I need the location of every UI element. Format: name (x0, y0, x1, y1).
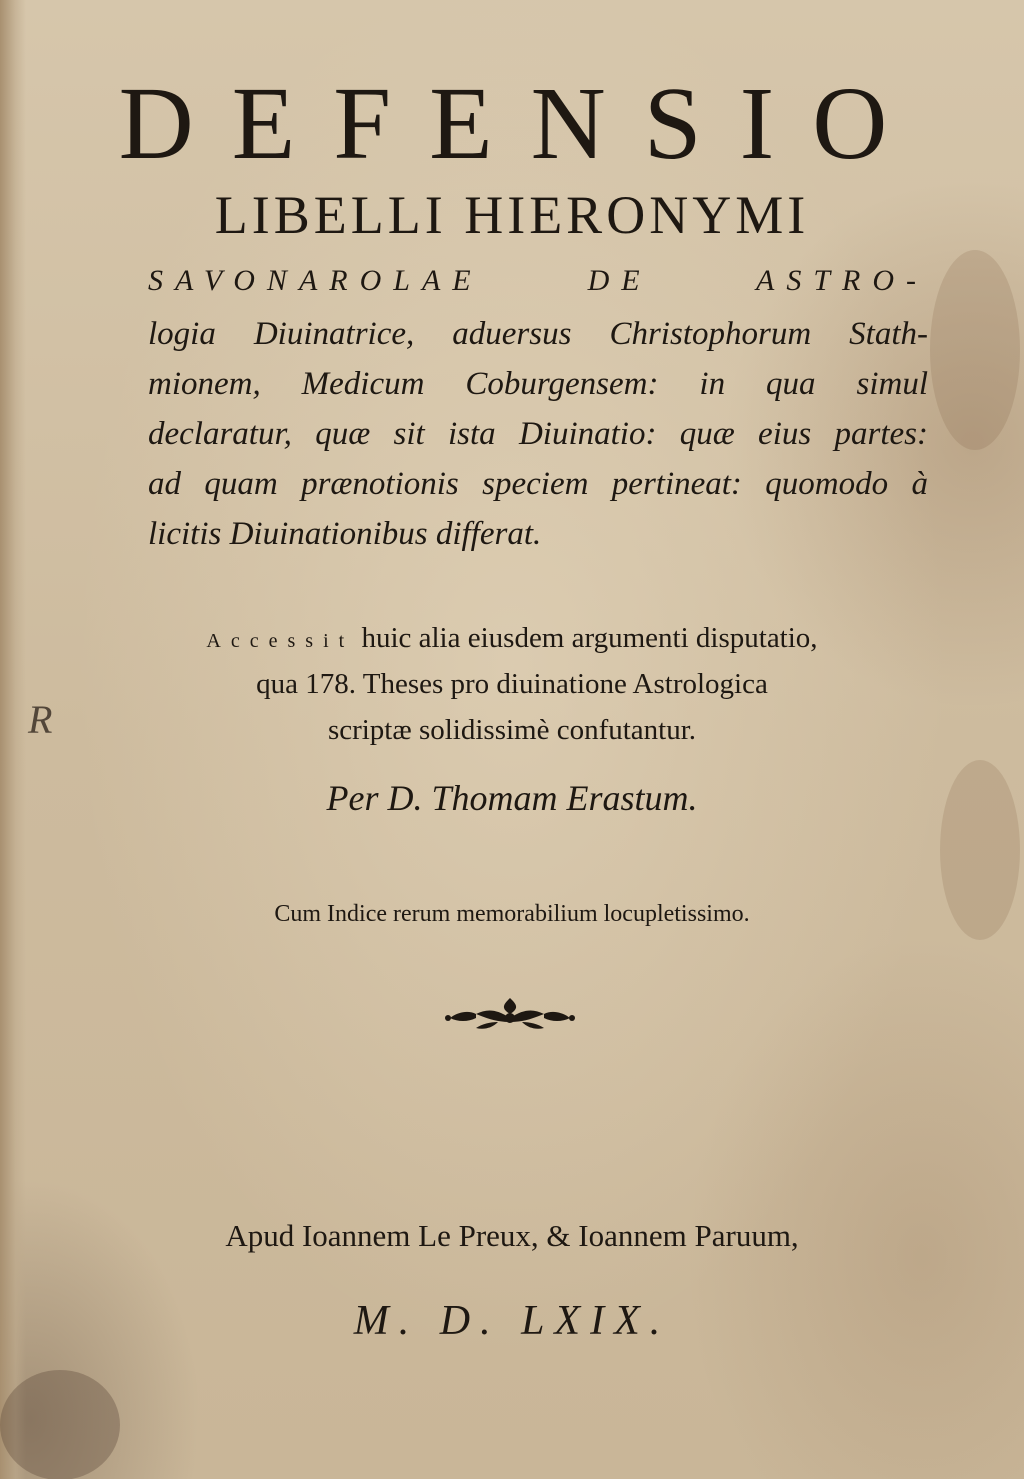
accessit-word: Accessit (206, 630, 355, 652)
body-line-1: qua 178. Theses pro diuinatione Astrologica (256, 668, 768, 700)
year-line: M. D. LXIX. (353, 1298, 671, 1344)
italic-line-4: declaratur, quæ sit ista Diuinatio: quæ eius partes: (148, 416, 928, 452)
index-line: Cum Indice rerum memorabilium locupletissimo. (274, 901, 750, 927)
main-title: DEFENSIO (118, 66, 926, 181)
imprint-line: Apud Ioannem Le Preux, & Ioannem Paruum, (225, 1218, 799, 1253)
author-line: Per D. Thomam Erastum. (326, 778, 698, 818)
margin-annotation: R (28, 697, 53, 742)
paper-stain (930, 250, 1020, 450)
accessit-line (0, 624, 1024, 653)
italic-line-6: licitis Diuinationibus differat. (148, 516, 542, 552)
subtitle: LIBELLI HIERONYMI (214, 185, 810, 245)
body-line-2: scriptæ solidissimè confutantur. (327, 714, 697, 746)
paper-stain (0, 1370, 120, 1479)
accessit-rest: huic alia eiusdem argumenti disputatio, (361, 622, 818, 654)
italic-line-5: ad quam prænotionis speciem pertineat: quomodo à (148, 466, 928, 502)
italic-line-3: mionem, Medicum Coburgensem: in qua simul (148, 366, 928, 402)
fleuron-ornament-icon (440, 992, 580, 1034)
italic-line-2: logia Diuinatrice, aduersus Christophorum Stath- (148, 316, 928, 352)
italic-line-1: SAVONAROLAE DE ASTRO- (148, 264, 928, 297)
